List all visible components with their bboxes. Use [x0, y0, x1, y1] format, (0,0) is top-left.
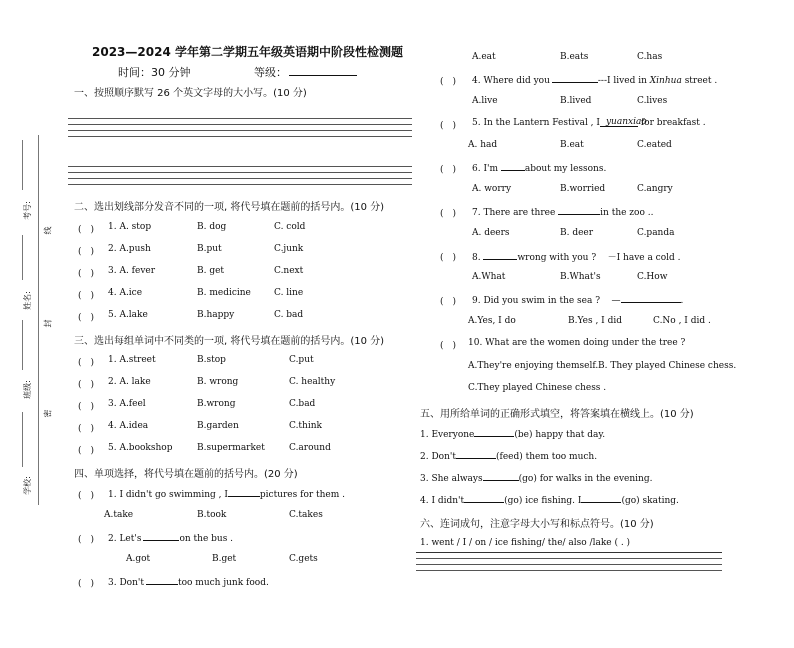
- writing-line: [68, 130, 412, 131]
- s3-paren[interactable]: ( ): [78, 402, 95, 412]
- s4-q10-stem: 10. What are the women doing under the tree ?: [468, 338, 686, 348]
- s4-q2-option-c: C.gets: [289, 554, 318, 564]
- s6-q1: 1. went / I / on / ice fishing/ the/ also /lake ( . ): [420, 538, 631, 548]
- s4-q7-paren[interactable]: ( ): [440, 209, 457, 219]
- section2-heading: 二、选出划线部分发音不同的一项, 将代号填在题前的括号内。(10 分): [74, 202, 385, 213]
- s3-option-b: B. wrong: [197, 377, 239, 387]
- s4-q4-stem: 4. Where did you ---I lived in Xinhua street .: [472, 76, 718, 86]
- s5-item-1: 1. Everyone (be) happy that day.: [420, 430, 606, 440]
- s3-option-c: C. healthy: [289, 377, 336, 387]
- s4-q2-option-a: A.got: [126, 554, 151, 564]
- s3-option-a: 2. A. lake: [108, 377, 151, 387]
- writing-line: [68, 184, 412, 185]
- s4-q7-option-a: A. deers: [472, 228, 510, 238]
- writing-line: [68, 172, 412, 173]
- section6-heading: 六、连词成句，注意字母大小写和标点符号。(10 分): [420, 519, 654, 530]
- s4-q1-option-b: B.took: [197, 510, 227, 520]
- s4-q6-option-c: C.angry: [637, 184, 673, 194]
- s2-option-b: B. get: [197, 266, 225, 276]
- s3-option-c: C.put: [289, 355, 314, 365]
- s3-paren[interactable]: ( ): [78, 358, 95, 368]
- side-label-kaohao: 考号:: [22, 201, 32, 220]
- s4-q10-option-b: B. They played Chinese chess.: [598, 361, 737, 371]
- s3-option-b: B.stop: [197, 355, 226, 365]
- s3-option-a: 5. A.bookshop: [108, 443, 173, 453]
- s3-option-a: 4. A.idea: [108, 421, 149, 431]
- s3-option-b: B.supermarket: [197, 443, 265, 453]
- s4-q9-paren[interactable]: ( ): [440, 297, 457, 307]
- s3-paren[interactable]: ( ): [78, 380, 95, 390]
- s4-q7-option-b: B. deer: [560, 228, 594, 238]
- s2-paren[interactable]: ( ): [78, 247, 95, 257]
- s4-q7-option-c: C.panda: [637, 228, 675, 238]
- s4-q8-paren[interactable]: ( ): [440, 253, 457, 263]
- s2-option-b: B. dog: [197, 222, 227, 232]
- s4-q5-stem: 5. In the Lantern Festival , I yuanxiao for breakfast .: [472, 117, 706, 128]
- s4-q9-stem: 9. Did you swim in the sea ? — .: [472, 296, 684, 306]
- side-label-xuexiao: 学校:: [22, 476, 32, 495]
- side-label-xingming: 姓名:: [22, 291, 32, 310]
- s4-q1-stem: 1. I didn't go swimming , I pictures for them .: [108, 490, 346, 500]
- s4-q6-option-b: B.worried: [560, 184, 606, 194]
- s4-q9-option-a: A.Yes, I do: [468, 316, 516, 326]
- exam-time: 时间：30 分钟: [118, 66, 191, 79]
- s2-option-a: 1. A. stop: [108, 222, 152, 232]
- s2-paren[interactable]: ( ): [78, 225, 95, 235]
- exam-grade-label: 等级：: [254, 64, 357, 80]
- s5-item-3: 3. She always (go) for walks in the evening.: [420, 474, 653, 484]
- s4-q1-paren[interactable]: ( ): [78, 491, 95, 501]
- s4-q8-stem: 8. wrong with you ? －I have a cold .: [472, 253, 681, 263]
- s3-option-a: 3. A.feel: [108, 399, 146, 409]
- s4-q4-option-b: B.lived: [560, 96, 592, 106]
- s3-option-c: C.think: [289, 421, 322, 431]
- answer-line: [416, 558, 722, 559]
- writing-line: [68, 178, 412, 179]
- s4-q10-paren[interactable]: ( ): [440, 341, 457, 351]
- s4-q1-option-a: A.take: [104, 510, 134, 520]
- writing-line: [68, 118, 412, 119]
- answer-line: [416, 552, 722, 553]
- s5-item-4: 4. I didn't (go) ice fishing. I (go) skating.: [420, 496, 679, 506]
- answer-line: [416, 570, 722, 571]
- s4-q5-option-a: A. had: [468, 140, 498, 150]
- side-mark-mi: 密: [43, 409, 53, 418]
- s2-option-c: C.junk: [274, 244, 304, 254]
- s4-q8-option-c: C.How: [637, 272, 668, 282]
- s2-option-a: 4. A.ice: [108, 288, 143, 298]
- s4-q2-paren[interactable]: ( ): [78, 535, 95, 545]
- s4-q2-option-b: B.get: [212, 554, 237, 564]
- exam-title: 2023—2024 学年第二学期五年级英语期中阶段性检测题: [92, 45, 403, 59]
- side-mark-feng: 封: [43, 319, 53, 328]
- s4-q1-option-c: C.takes: [289, 510, 323, 520]
- writing-line: [68, 136, 412, 137]
- s4-q6-paren[interactable]: ( ): [440, 165, 457, 175]
- side-line-2: [22, 235, 23, 280]
- s4-q9-option-c: C.No , I did .: [653, 316, 711, 326]
- s4-q4-option-a: A.live: [472, 96, 498, 106]
- s4-q10-option-a: A.They're enjoying themself.: [468, 361, 599, 371]
- s2-paren[interactable]: ( ): [78, 313, 95, 323]
- s4-q10-option-c: C.They played Chinese chess .: [468, 383, 607, 393]
- s2-option-c: C. line: [274, 288, 304, 298]
- s3-paren[interactable]: ( ): [78, 424, 95, 434]
- s2-option-c: C.next: [274, 266, 304, 276]
- s4-q3-option-c: C.has: [637, 52, 663, 62]
- answer-line: [416, 564, 722, 565]
- writing-line: [68, 166, 412, 167]
- s2-paren[interactable]: ( ): [78, 269, 95, 279]
- s4-q4-paren[interactable]: ( ): [440, 77, 457, 87]
- s4-q3-option-a: A.eat: [472, 52, 496, 62]
- s3-option-c: C.bad: [289, 399, 316, 409]
- side-line-4: [22, 412, 23, 467]
- s4-q6-stem: 6. I'm about my lessons.: [472, 164, 607, 174]
- s4-q4-option-c: C.lives: [637, 96, 668, 106]
- s2-option-a: 2. A.push: [108, 244, 151, 254]
- s2-option-b: B.happy: [197, 310, 235, 320]
- s4-q3-paren[interactable]: ( ): [78, 579, 95, 589]
- side-line-1: [22, 140, 23, 190]
- s4-q6-option-a: A. worry: [472, 184, 512, 194]
- s4-q8-option-b: B.What's: [560, 272, 601, 282]
- s4-q9-option-b: B.Yes , I did: [568, 316, 622, 326]
- s4-q3-stem: 3. Don't too much junk food.: [108, 578, 269, 588]
- s4-q3-option-b: B.eats: [560, 52, 589, 62]
- s4-q5-option-c: C.eated: [637, 140, 672, 150]
- section1-heading: 一、按照顺序默写 26 个英文字母的大小写。(10 分): [74, 88, 307, 99]
- s3-paren[interactable]: ( ): [78, 446, 95, 456]
- side-line-3: [22, 320, 23, 370]
- s3-option-b: B.garden: [197, 421, 239, 431]
- s4-q5-option-b: B.eat: [560, 140, 584, 150]
- binding-line: [38, 135, 39, 505]
- s3-option-c: C.around: [289, 443, 331, 453]
- s2-paren[interactable]: ( ): [78, 291, 95, 301]
- s2-option-a: 3. A. fever: [108, 266, 156, 276]
- s4-q5-paren[interactable]: ( ): [440, 121, 457, 131]
- section5-heading: 五、用所给单词的正确形式填空，将答案填在横线上。(10 分): [420, 409, 694, 420]
- section3-heading: 三、选出每组单词中不同类的一项, 将代号填在题前的括号内。(10 分): [74, 336, 385, 347]
- section4-heading: 四、单项选择，将代号填在题前的括号内。(20 分): [74, 469, 298, 480]
- s2-option-b: B.put: [197, 244, 222, 254]
- s2-option-c: C. cold: [274, 222, 306, 232]
- s2-option-a: 5. A.lake: [108, 310, 148, 320]
- s2-option-b: B. medicine: [197, 288, 251, 298]
- s3-option-b: B.wrong: [197, 399, 236, 409]
- s2-option-c: C. bad: [274, 310, 304, 320]
- side-mark-xian: 线: [43, 226, 53, 235]
- s3-option-a: 1. A.street: [108, 355, 156, 365]
- writing-line: [68, 124, 412, 125]
- s5-item-2: 2. Don't (feed) them too much.: [420, 452, 598, 462]
- s4-q7-stem: 7. There are three in the zoo ..: [472, 208, 654, 218]
- s4-q2-stem: 2. Let's on the bus .: [108, 534, 234, 544]
- side-label-banji: 班级:: [22, 380, 32, 399]
- s4-q8-option-a: A.What: [472, 272, 506, 282]
